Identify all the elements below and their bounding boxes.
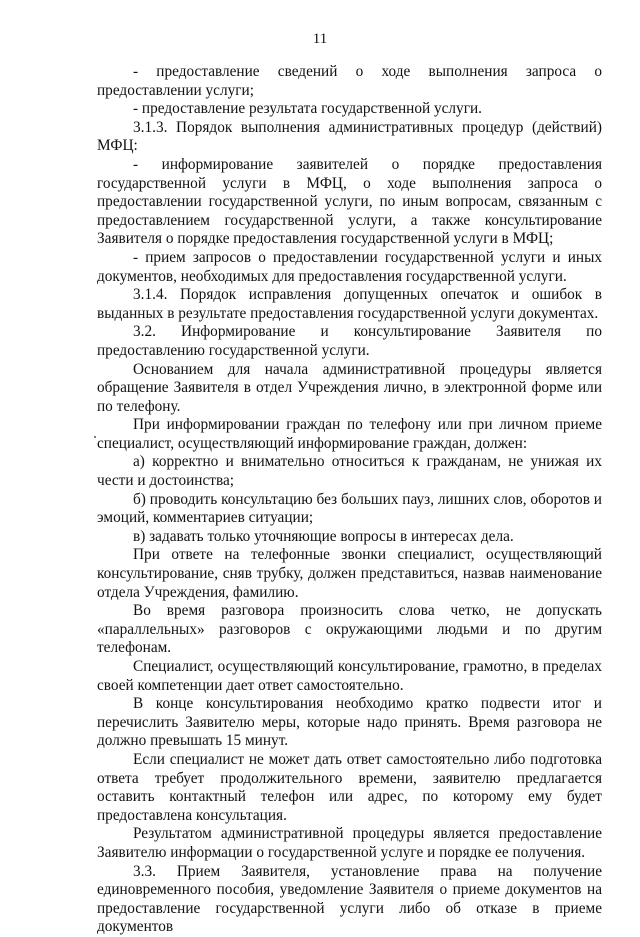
paragraph-13: При ответе на телефонные звонки специалист, осуществляющий консультирование, сняв трубку, должен представиться, назвав наименование отдела Учреждения, фамилию. <box>97 546 602 601</box>
scan-artifact <box>94 436 96 438</box>
paragraph-17: Если специалист не может дать ответ самостоятельно либо подготовка ответа требует продолжительного времени, заявителю предлагается оставить контактный телефон или адрес, по которому ему будет предоставлена консультация. <box>97 750 602 824</box>
paragraph-11: б) проводить консультацию без больших пауз, лишних слов, оборотов и эмоций, комментариев ситуации; <box>97 490 602 527</box>
page-number: 11 <box>312 31 328 47</box>
paragraph-16: В конце консультирования необходимо кратко подвести итог и перечислить Заявителю меры, которые надо принять. Время разговора не должно превышать 15 минут. <box>97 695 602 750</box>
paragraph-14: Во время разговора произносить слова четко, не допускать «параллельных» разговоров с окружающими людьми и по другим телефонам. <box>97 602 602 657</box>
paragraph-9: При информировании граждан по телефону или при личном приеме специалист, осуществляющий информирование граждан, должен: <box>97 416 602 452</box>
paragraph-7: 3.2. Информирование и консультирование Заявителя по предоставлению государственной услуги. <box>97 323 602 359</box>
document-body <box>97 63 602 937</box>
paragraph-1: - предоставление сведений о ходе выполнения запроса о предоставлении услуги; <box>97 63 602 99</box>
paragraph-6: 3.1.4. Порядок исправления допущенных опечаток и ошибок в выданных в результате предоставления государственной услуги документах. <box>97 286 602 322</box>
paragraph-2: - предоставление результата государственной услуги. <box>133 100 482 118</box>
paragraph-15: Специалист, осуществляющий консультирование, грамотно, в пределах своей компетенции дает ответ самостоятельно. <box>97 658 602 694</box>
paragraph-3: 3.1.3. Порядок выполнения административных процедур (действий) МФЦ: <box>97 118 602 155</box>
paragraph-12: в) задавать только уточняющие вопросы в интересах дела. <box>133 527 514 545</box>
paragraph-10: а) корректно и внимательно относиться к гражданам, не унижая их чести и достоинства; <box>97 453 602 490</box>
paragraph-19: 3.3. Прием Заявителя, установление права на получение единовременного пособия, уведомление Заявителя о приеме документов на предоставление государственной услуги либо об отказе в приеме документов <box>97 862 602 936</box>
paragraph-4: - информирование заявителей о порядке предоставления государственной услуги в МФЦ, о ходе выполнения запроса о предоставлении государственной услуги, по иным вопросам, связанным с предоставлением государственной услуги, а также консультирование Заявителя о порядке предоставления государственной услуги в МФЦ; <box>97 155 602 248</box>
paragraph-8: Основанием для начала административной процедуры является обращение Заявителя в отдел Учреждения лично, в электронной форме или по телефону. <box>97 360 602 415</box>
paragraph-18: Результатом административной процедуры является предоставление Заявителю информации о государственной услуге и порядке ее получения. <box>97 825 602 861</box>
paragraph-5: - прием запросов о предоставлении государственной услуги и иных документов, необходимых для предоставления государственной услуги. <box>97 248 602 285</box>
